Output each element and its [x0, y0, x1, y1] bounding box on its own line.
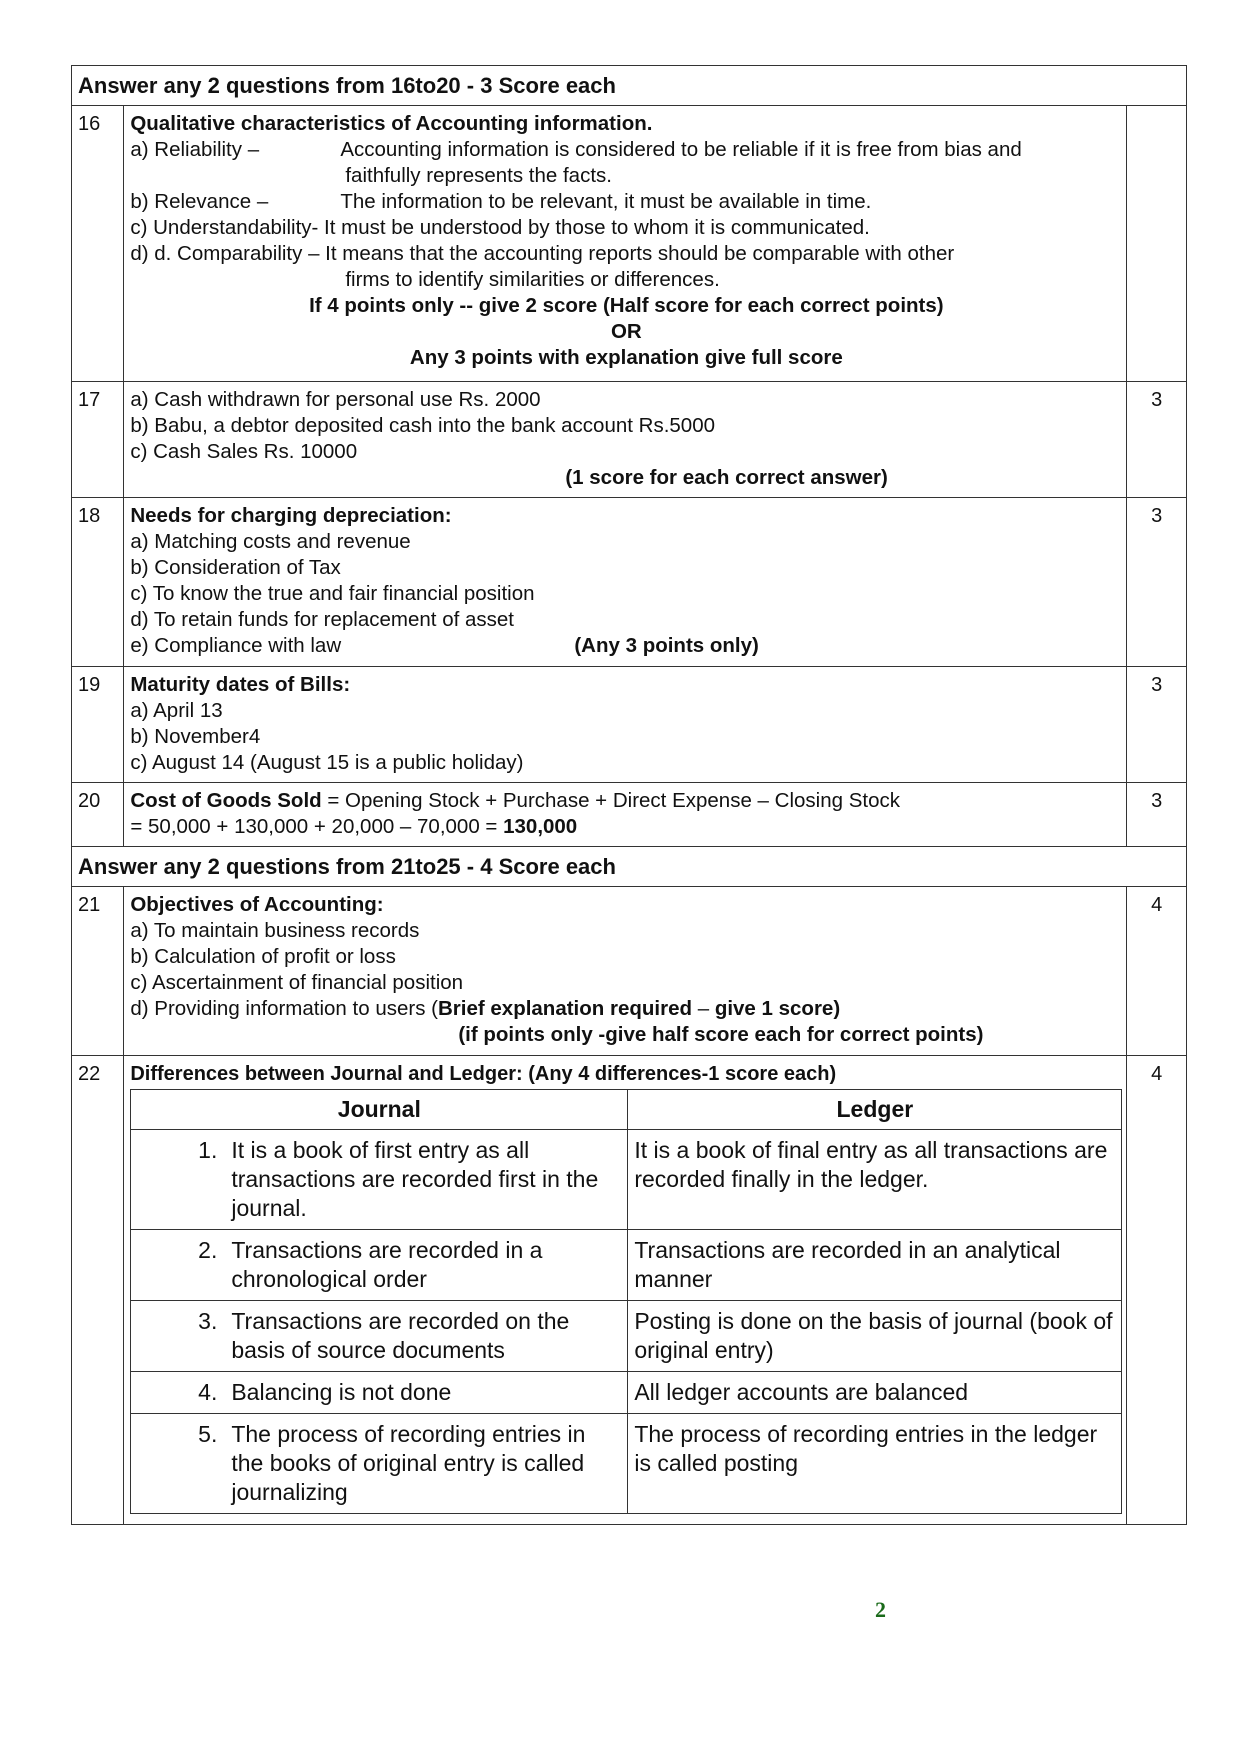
- answer-title: Differences between Journal and Ledger: (Any 4 differences-1 score each): [130, 1063, 837, 1085]
- score-cell: 3: [1127, 498, 1187, 667]
- question-row-20: [72, 783, 1187, 847]
- row-index: 3.: [198, 1308, 218, 1334]
- answer-line: b) Consideration of Tax: [130, 556, 341, 579]
- question-answer-17: [124, 382, 1127, 498]
- formula-text: = Opening Stock + Purchase + Direct Expense – Closing Stock: [321, 789, 900, 812]
- column-header-journal: Journal: [131, 1090, 628, 1130]
- question-number: 22: [72, 1056, 124, 1525]
- question-row-18: [72, 498, 1187, 667]
- row-index: 5.: [198, 1421, 218, 1447]
- answer-line: d) Providing information to users (: [130, 997, 438, 1020]
- question-row-19: [72, 667, 1187, 783]
- answer-line: a) Cash withdrawn for personal use Rs. 2000: [130, 388, 541, 411]
- journal-cell: Transactions are recorded in a chronological order: [231, 1237, 543, 1292]
- question-answer-20: [124, 783, 1127, 847]
- table-row: [131, 1372, 1122, 1414]
- scoring-note: (if points only -give half score each for correct points): [458, 1023, 984, 1046]
- scoring-note: If 4 points only -- give 2 score (Half score for each correct points): [309, 294, 944, 317]
- answer-line: a) Matching costs and revenue: [130, 530, 411, 553]
- formula-result: 130,000: [503, 815, 578, 838]
- answer-title: Maturity dates of Bills:: [130, 673, 351, 696]
- point-line: c) Understandability- It must be understood by those to whom it is communicated.: [130, 216, 870, 239]
- question-number: 16: [72, 106, 124, 382]
- answer-line: a) April 13: [130, 699, 223, 722]
- row-index: 4.: [198, 1379, 218, 1405]
- answer-line: e) Compliance with law: [130, 634, 342, 657]
- question-number: 21: [72, 887, 124, 1056]
- row-index: 1.: [198, 1137, 218, 1163]
- score-cell: [1127, 106, 1187, 382]
- answer-title: Objectives of Accounting:: [130, 893, 384, 916]
- answer-key-table: [71, 65, 1187, 1525]
- question-row-17: [72, 382, 1187, 498]
- scoring-note: give 1 score): [714, 997, 841, 1020]
- scoring-note: (Any 3 points only): [574, 634, 759, 657]
- point-label: a) Reliability –: [130, 138, 260, 161]
- question-answer-16: [124, 106, 1127, 382]
- question-answer-18: [124, 498, 1127, 667]
- journal-cell: Balancing is not done: [231, 1379, 452, 1405]
- journal-cell: It is a book of first entry as all transactions are recorded first in the journal.: [231, 1137, 599, 1221]
- answer-line: b) November4: [130, 725, 261, 748]
- answer-line: c) Ascertainment of financial position: [130, 971, 464, 994]
- row-index: 2.: [198, 1237, 218, 1263]
- point-text-cont: faithfully represents the facts.: [345, 164, 612, 187]
- score-cell: 3: [1127, 382, 1187, 498]
- question-answer-19: [124, 667, 1127, 783]
- ledger-cell: Transactions are recorded in an analytical manner: [628, 1230, 1122, 1301]
- section-header-21-25: Answer any 2 questions from 21to25 - 4 Score each: [72, 847, 1187, 887]
- score-cell: 4: [1127, 1056, 1187, 1525]
- scoring-note: (1 score for each correct answer): [565, 466, 888, 489]
- score-cell: 3: [1127, 667, 1187, 783]
- formula-term: Cost of Goods Sold: [130, 789, 322, 812]
- journal-cell: The process of recording entries in the books of original entry is called journalizing: [231, 1421, 586, 1505]
- table-row: [131, 1414, 1122, 1514]
- ledger-cell: Posting is done on the basis of journal (book of original entry): [628, 1301, 1122, 1372]
- point-line: d) d. Comparability – It means that the accounting reports should be comparable with other: [130, 242, 955, 265]
- ledger-cell: The process of recording entries in the ledger is called posting: [628, 1414, 1122, 1514]
- question-row-22: [72, 1056, 1187, 1525]
- scoring-note: OR: [610, 320, 642, 343]
- table-row: [131, 1301, 1122, 1372]
- question-answer-21: [124, 887, 1127, 1056]
- scoring-note: Brief explanation required: [437, 997, 693, 1020]
- answer-line: c) August 14 (August 15 is a public holiday): [130, 751, 524, 774]
- answer-line: d) To retain funds for replacement of asset: [130, 608, 514, 631]
- ledger-cell: All ledger accounts are balanced: [628, 1372, 1122, 1414]
- question-number: 19: [72, 667, 124, 783]
- question-answer-22: [124, 1056, 1127, 1525]
- table-row: [131, 1230, 1122, 1301]
- answer-title: Needs for charging depreciation:: [130, 504, 452, 527]
- answer-line: c) Cash Sales Rs. 10000: [130, 440, 358, 463]
- section-header-16-20: Answer any 2 questions from 16to20 - 3 Score each: [72, 66, 1187, 106]
- column-header-ledger: Ledger: [628, 1090, 1122, 1130]
- answer-line: b) Babu, a debtor deposited cash into the bank account Rs.5000: [130, 414, 715, 437]
- journal-cell: Transactions are recorded on the basis of source documents: [231, 1308, 570, 1363]
- journal-ledger-table: [130, 1089, 1122, 1514]
- question-row-16: [72, 106, 1187, 382]
- ledger-cell: It is a book of final entry as all transactions are recorded finally in the ledger.: [628, 1130, 1122, 1230]
- formula-calc: = 50,000 + 130,000 + 20,000 – 70,000 =: [130, 815, 504, 838]
- question-number: 17: [72, 382, 124, 498]
- page-number: 2: [875, 1597, 886, 1622]
- answer-line: a) To maintain business records: [130, 919, 420, 942]
- answer-line: c) To know the true and fair financial position: [130, 582, 535, 605]
- answer-line: b) Calculation of profit or loss: [130, 945, 396, 968]
- point-text: The information to be relevant, it must be available in time.: [340, 190, 872, 213]
- point-text: Accounting information is considered to be reliable if it is free from bias and: [340, 138, 1022, 161]
- dash: –: [692, 997, 715, 1020]
- point-text-cont: firms to identify similarities or differences.: [345, 268, 720, 291]
- scoring-note: Any 3 points with explanation give full score: [409, 346, 843, 369]
- score-cell: 3: [1127, 783, 1187, 847]
- question-number: 20: [72, 783, 124, 847]
- question-number: 18: [72, 498, 124, 667]
- point-label: b) Relevance –: [130, 190, 269, 213]
- question-row-21: [72, 887, 1187, 1056]
- answer-title: Qualitative characteristics of Accounting information.: [130, 112, 653, 135]
- table-row: [131, 1130, 1122, 1230]
- score-cell: 4: [1127, 887, 1187, 1056]
